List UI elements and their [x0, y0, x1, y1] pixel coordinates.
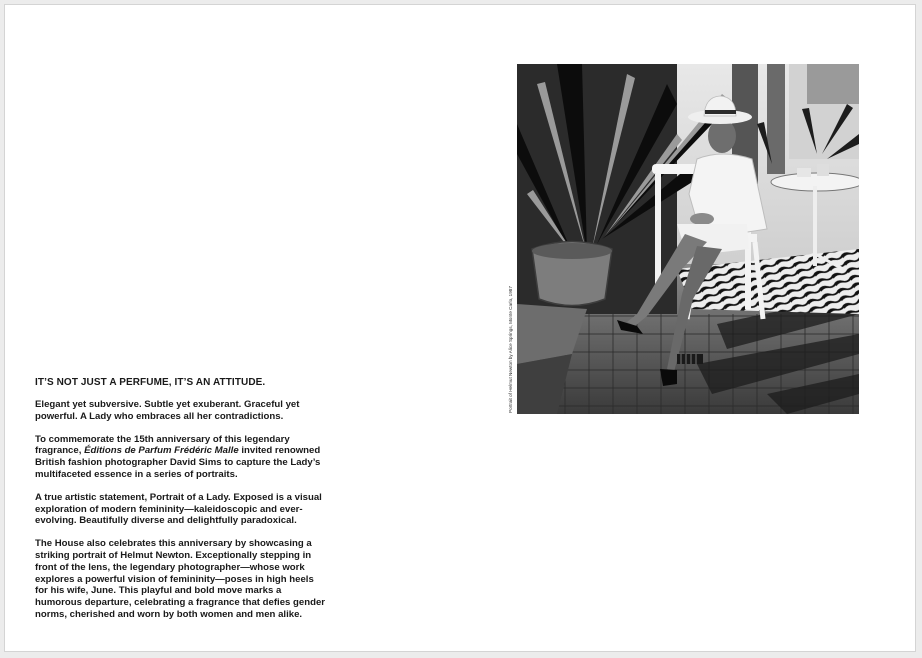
paragraph-anniversary-end: invited renowned British fashion photographer David Sims to capture the Lady’s multifaceted essence in a series of portraits. [35, 445, 321, 480]
paragraph-anniversary [35, 434, 325, 481]
brand-name: Éditions de Parfum Frédéric Malle [84, 445, 239, 457]
document-page [4, 4, 916, 652]
portrait-photo [517, 64, 859, 414]
photo-credit: Portrait of Helmut Newton by Alice Springs, Monte Carlo, 1987 [508, 286, 513, 413]
article-heading: IT’S NOT JUST A PERFUME, IT’S AN ATTITUDE. [35, 377, 266, 388]
paragraph-artistic-statement: A true artistic statement, Portrait of a Lady. Exposed is a visual exploration of modern femininity—kaleidoscopic and ever-evolving. Beautifully diverse and delightfully paradoxical. [35, 491, 322, 527]
paragraph-helmut-newton: The House also celebrates this anniversary by showcasing a striking portrait of Helmut Newton. Exceptionally stepping in front of the lens, the legendary photographer—whose work explores a powerful vision of femininity—poses in high heels for his wife, June. This playful and bold move marks a humorous departure, celebrating a fragrance that defies gender norms, cherished and worn by both women and men alike. [35, 538, 326, 620]
paragraph-intro: Elegant yet subversive. Subtle yet exuberant. Graceful yet powerful. A Lady who embraces all her contradictions. [35, 399, 300, 422]
article-text [35, 377, 325, 632]
paragraph-anniversary-start: To commemorate the 15th anniversary of this legendary fragrance, [35, 433, 290, 457]
